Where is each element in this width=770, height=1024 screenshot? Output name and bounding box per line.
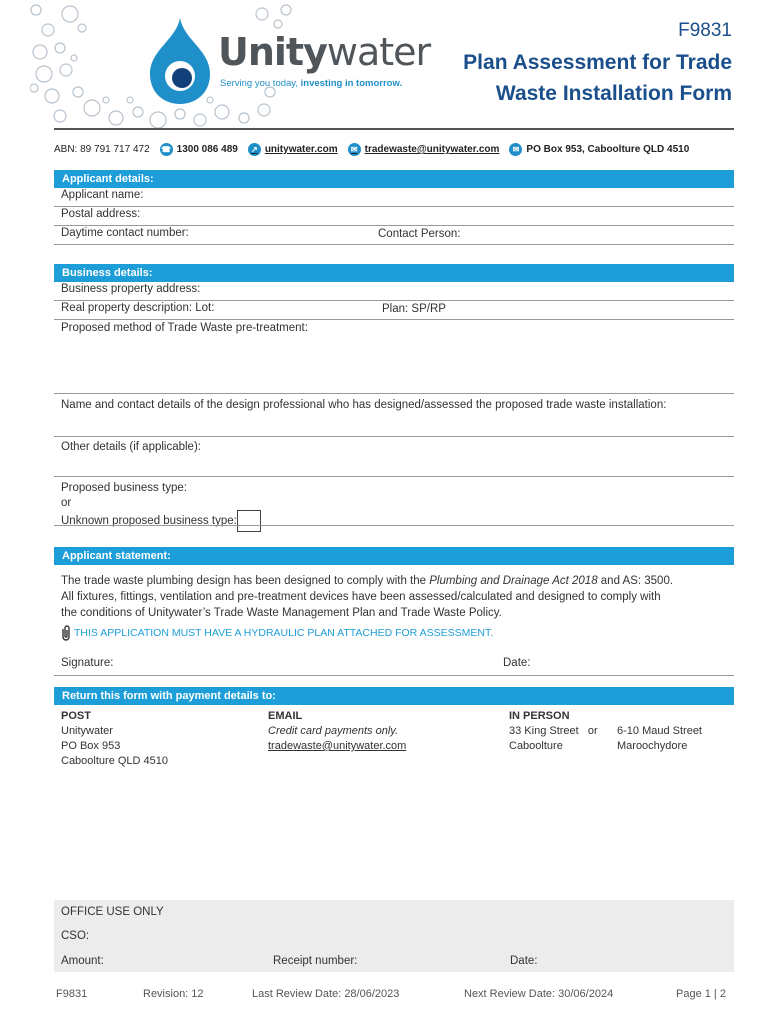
- form-number: F9831: [678, 20, 732, 41]
- email-icon: ✉: [348, 143, 361, 156]
- business-type-divider: [54, 508, 734, 526]
- postal-address-field[interactable]: Postal address:: [54, 208, 734, 226]
- other-details-field[interactable]: Other details (if applicable):: [54, 441, 734, 477]
- office-use-heading: OFFICE USE ONLY: [61, 906, 164, 918]
- post-contact: ✉ PO Box 953, Caboolture QLD 4510: [509, 143, 689, 156]
- footer-page: Page 1 | 2: [676, 988, 726, 1000]
- unitywater-drop-icon: [150, 18, 210, 104]
- applicant-name-field[interactable]: Applicant name:: [54, 189, 734, 207]
- statement-section-header: Applicant statement:: [54, 547, 734, 565]
- lot-field[interactable]: Real property description: Lot:: [54, 302, 734, 320]
- web-icon: ↗: [248, 143, 261, 156]
- logo-tagline: Serving you today, investing in tomorrow.: [220, 78, 403, 89]
- return-email-link[interactable]: tradewaste@unitywater.com: [268, 740, 407, 752]
- cso-label: CSO:: [61, 930, 90, 942]
- signature-label: Signature:: [61, 657, 114, 669]
- designer-field[interactable]: Name and contact details of the design professional who has designed/assessed the proposed trade waste installation:: [54, 399, 734, 437]
- footer-next-review: Next Review Date: 30/06/2024: [464, 988, 614, 1000]
- header-divider: [54, 128, 734, 130]
- page-title: Plan Assessment for Trade Waste Installation Form: [463, 51, 732, 105]
- footer-form: F9831: [56, 988, 88, 1000]
- email-column: EMAIL Credit card payments only. tradewaste@unitywater.com: [268, 710, 407, 752]
- contact-strip: [54, 143, 738, 156]
- pretreatment-field[interactable]: Proposed method of Trade Waste pre-treatment:: [54, 322, 734, 394]
- business-type-field[interactable]: Proposed business type: or Unknown proposed business type:: [61, 481, 731, 532]
- return-section-header: Return this form with payment details to:: [54, 687, 734, 705]
- amount-label: Amount:: [61, 955, 104, 967]
- statement-text: The trade waste plumbing design has been designed to comply with the Plumbing and Drainage Act 2018 and AS: 3500. All fixtures, fittings, ventilation and pre-treatment devices have been assessed/calculated and designed to comply with the conditions of Unitywater’s Trade Waste Management Plan and Trade Waste Policy.: [61, 575, 674, 619]
- email-link[interactable]: ✉ tradewaste@unitywater.com: [348, 143, 500, 156]
- business-section-header: Business details:: [54, 264, 734, 282]
- in-person-column: IN PERSON 33 King Street or Caboolture: [509, 710, 598, 752]
- abn-text: ABN: 89 791 717 472: [54, 144, 150, 155]
- plan-label: Plan: SP/RP: [382, 303, 446, 315]
- website-link[interactable]: ↗ unitywater.com: [248, 143, 338, 156]
- post-column: POST Unitywater PO Box 953 Caboolture QLD 4510: [61, 710, 169, 767]
- statement-date-label: Date:: [503, 657, 531, 669]
- phone-icon: ☎: [161, 145, 172, 154]
- footer-last-review: Last Review Date: 28/06/2023: [252, 988, 400, 1000]
- daytime-contact-field[interactable]: Daytime contact number:: [54, 227, 734, 245]
- mail-icon: ✉: [509, 143, 522, 156]
- footer-revision: Revision: 12: [143, 988, 204, 1000]
- business-address-field[interactable]: Business property address:: [54, 283, 734, 301]
- paperclip-icon: [60, 625, 72, 641]
- receipt-label: Receipt number:: [273, 955, 358, 967]
- signature-line[interactable]: [54, 664, 734, 676]
- phone-contact[interactable]: ☎ 1300 086 489: [161, 144, 238, 155]
- contact-person-label: Contact Person:: [378, 228, 461, 240]
- office-date-label: Date:: [510, 955, 538, 967]
- applicant-section-header: Applicant details:: [54, 170, 734, 188]
- hydraulic-plan-note: THIS APPLICATION MUST HAVE A HYDRAULIC PLAN ATTACHED FOR ASSESSMENT.: [60, 625, 493, 641]
- logo-wordmark: Unitywater: [218, 30, 431, 74]
- in-person-column-2: 6-10 Maud Street Maroochydore: [617, 725, 702, 752]
